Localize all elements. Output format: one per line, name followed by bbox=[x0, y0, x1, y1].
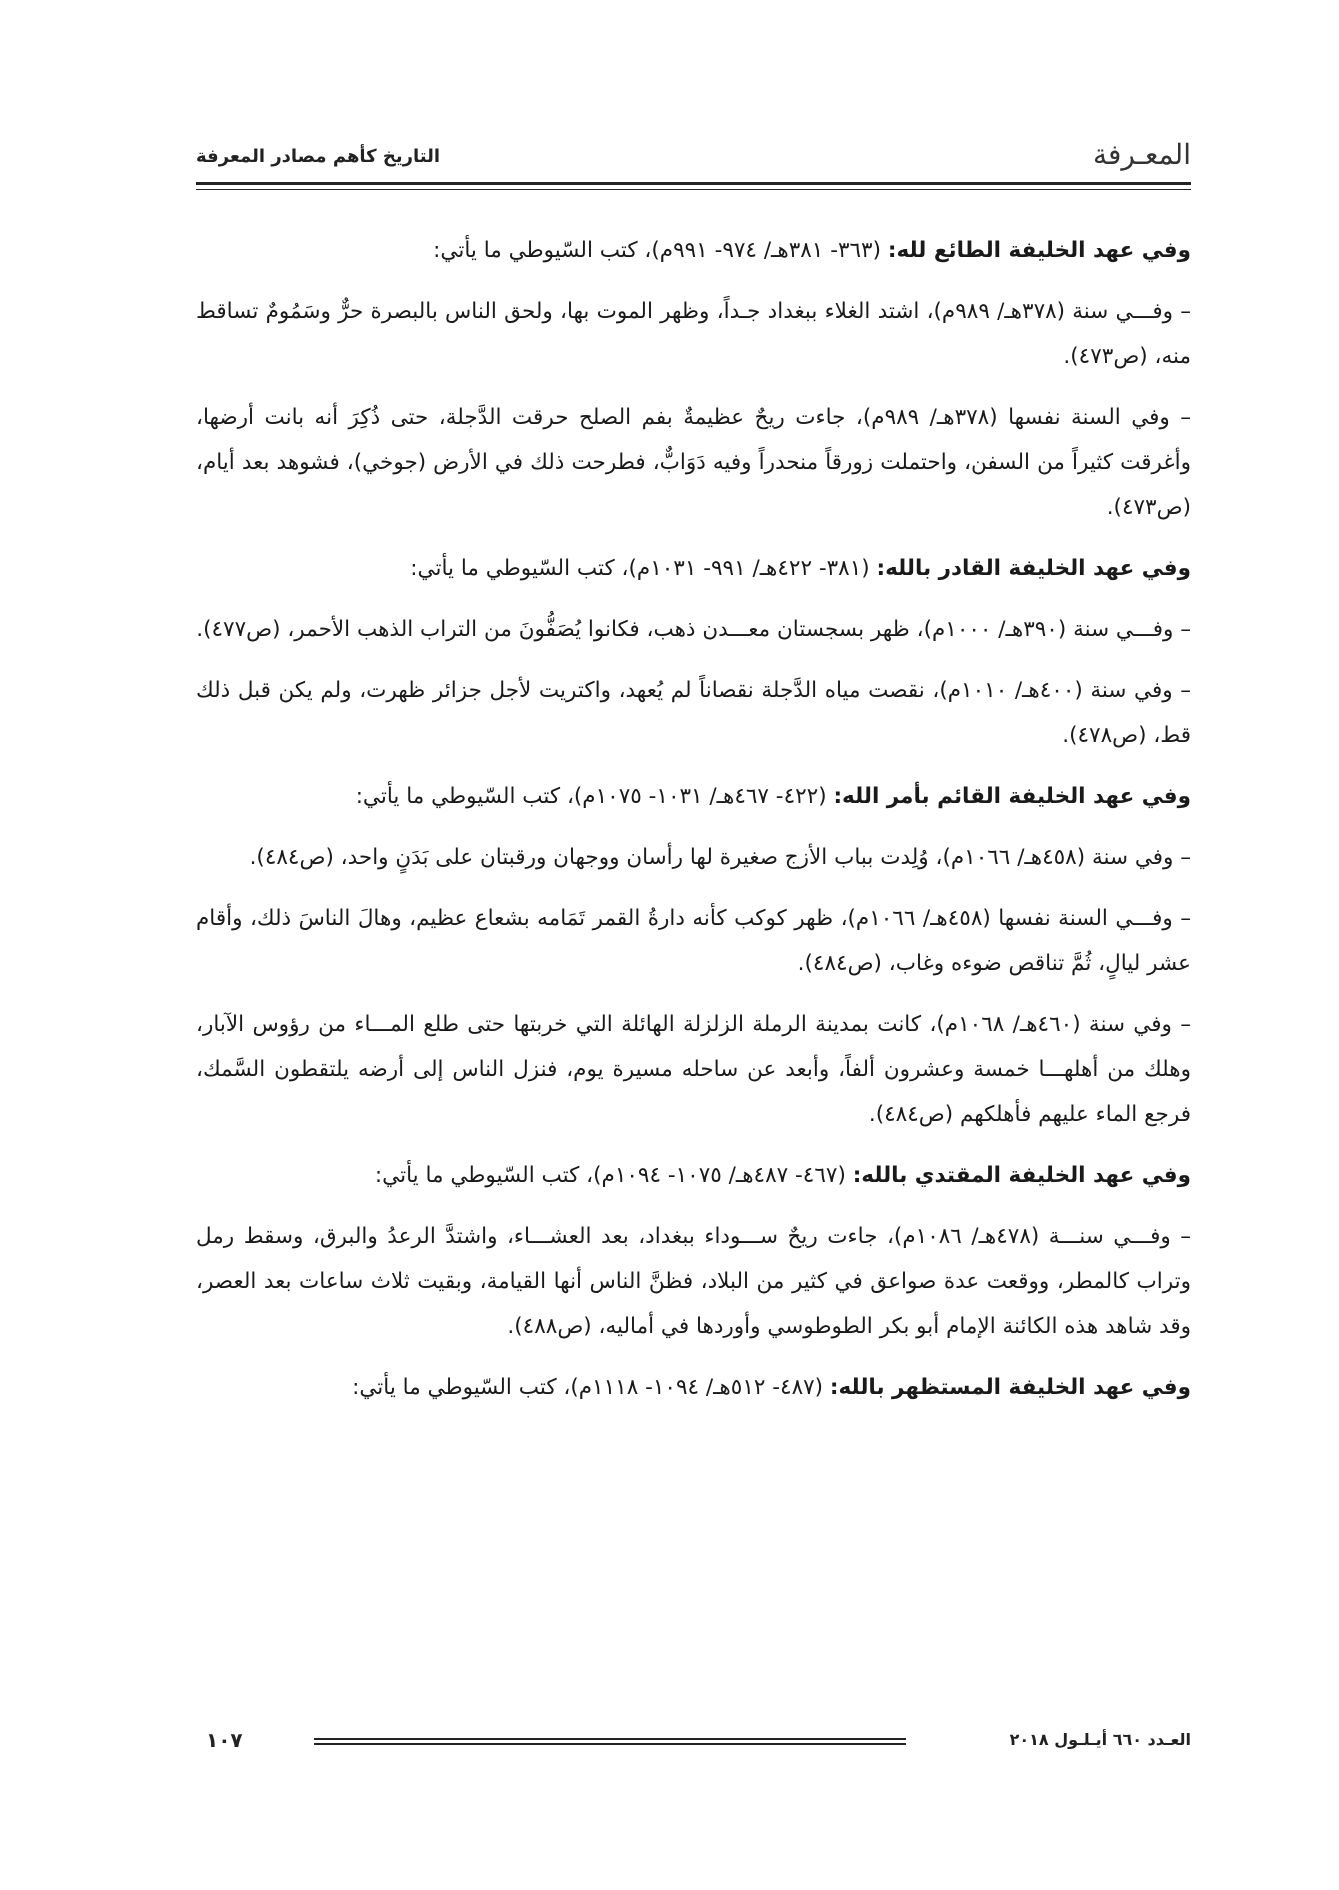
section-intro-mustazhir: وفي عهد الخليفة المستظهر بالله: (٤٨٧- ٥١٢هـ/ ١٠٩٤- ١١١٨م)، كتب السّيوطي ما يأتي: bbox=[352, 1375, 1191, 1400]
footer-rule-second bbox=[314, 1743, 906, 1745]
entry-paragraph: – وفـــي سنـــة (٤٧٨هـ/ ١٠٨٦م)، جاءت ريحٌ ســـوداء ببغداد، بعد العشـــاء، واشتدَّ الرعدُ والبرق، وسقط رمل وتراب كالمطر، ووقعت عدة صواعق في كثير من البلاد، فظنَّ الناس أنها القيامة، وبقيت ثلاث ساعات بعد العصر، وقد شاهد هذه الكائنة الإمام أبو بكر الطوطوسي وأوردها في أماليه، (ص٤٨٨). bbox=[196, 1224, 1191, 1339]
entry-paragraph: – وفـــي السنة نفسها (٤٥٨هـ/ ١٠٦٦م)، ظهر كوكب كأنه دارةُ القمر تَمَامه بشعاع عظيم، وهالَ الناسَ ذلك، وأقام عشر ليالٍ، ثُمَّ تناقص ضوءه وغاب، (ص٤٨٤). bbox=[196, 906, 1191, 976]
entry-paragraph: – وفـــي سنة (٣٧٨هـ/ ٩٨٩م)، اشتد الغلاء ببغداد جـداً، وظهر الموت بها، ولحق الناس بالبصرة حرٌّ وسَمُومٌ تساقط منه، (ص٤٧٣). bbox=[196, 299, 1191, 369]
entry-paragraph: – وفي سنة (٤٦٠هـ/ ١٠٦٨م)، كانت بمدينة الرملة الزلزلة الهائلة التي خربتها حتى طلع المـــاء من رؤوس الآبار، وهلك من أهلهـــا خمسة وعشرون ألفاً، وأبعد عن ساحله مسيرة يوم، فنزل الناس إلى أرضه يلتقطون السَّمك، فرجع الماء عليهم فأهلكهم (ص٤٨٤). bbox=[196, 1012, 1191, 1127]
page-footer bbox=[196, 1726, 1191, 1760]
entry-paragraph: – وفي سنة (٤٠٠هـ/ ١٠١٠م)، نقصت مياه الدَّجلة نقصاناً لم يُعهد، واكتريت لأجل جزائر ظهرت، ولم يكن قبل ذلك قط، (ص٤٧٨). bbox=[196, 678, 1191, 748]
section-intro-tai: وفي عهد الخليفة الطائع لله: (٣٦٣- ٣٨١هـ/ ٩٧٤- ٩٩١م)، كتب السّيوطي ما يأتي: bbox=[433, 238, 1191, 263]
section-intro-qaim: وفي عهد الخليفة القائم بأمر الله: (٤٢٢- ٤٦٧هـ/ ١٠٣١- ١٠٧٥م)، كتب السّيوطي ما يأتي: bbox=[355, 784, 1191, 809]
journal-logo: المعـرفة bbox=[1092, 138, 1191, 171]
running-title: التاريخ كأهم مصادر المعرفة bbox=[196, 146, 441, 167]
entry-paragraph: – وفي السنة نفسها (٣٧٨هـ/ ٩٨٩م)، جاءت ريحٌ عظيمةٌ بفم الصلح حرقت الدَّجلة، حتى ذُكِرَ أنه بانت أرضها، وأغرقت كثيراً من السفن، واحتملت زورقاً منحدراً وفيه دَوَابٌّ، فطرحت ذلك في الأرض (جوخي)، فشوهد بعد أيام، (ص٤٧٣). bbox=[196, 405, 1191, 520]
body-text bbox=[196, 228, 1191, 1426]
section-intro-muqtadi: وفي عهد الخليفة المقتدي بالله: (٤٦٧- ٤٨٧هـ/ ١٠٧٥- ١٠٩٤م)، كتب السّيوطي ما يأتي: bbox=[374, 1163, 1191, 1188]
header-rule-thin bbox=[196, 189, 1191, 190]
footer-rule bbox=[314, 1738, 906, 1740]
entry-paragraph: – وفي سنة (٤٥٨هـ/ ١٠٦٦م)، وُلِدت بباب الأزج صغيرة لها رأسان ووجهان ورقبتان على بَدَنٍ واحد، (ص٤٨٤). bbox=[249, 845, 1191, 870]
page-header bbox=[196, 132, 1191, 182]
header-rule bbox=[196, 182, 1191, 185]
section-intro-qadir: وفي عهد الخليفة القادر بالله: (٣٨١- ٤٢٢هـ/ ٩٩١- ١٠٣١م)، كتب السّيوطي ما يأتي: bbox=[410, 556, 1191, 581]
issue-info: العـدد ٦٦٠ أيـلـول ٢٠١٨ bbox=[1009, 1730, 1191, 1749]
page-number: ١٠٧ bbox=[206, 1728, 243, 1752]
entry-paragraph: – وفـــي سنة (٣٩٠هـ/ ١٠٠٠م)، ظهر بسجستان معـــدن ذهب، فكانوا يُصَفُّونَ من التراب الذهب الأحمر، (ص٤٧٧). bbox=[196, 617, 1191, 642]
